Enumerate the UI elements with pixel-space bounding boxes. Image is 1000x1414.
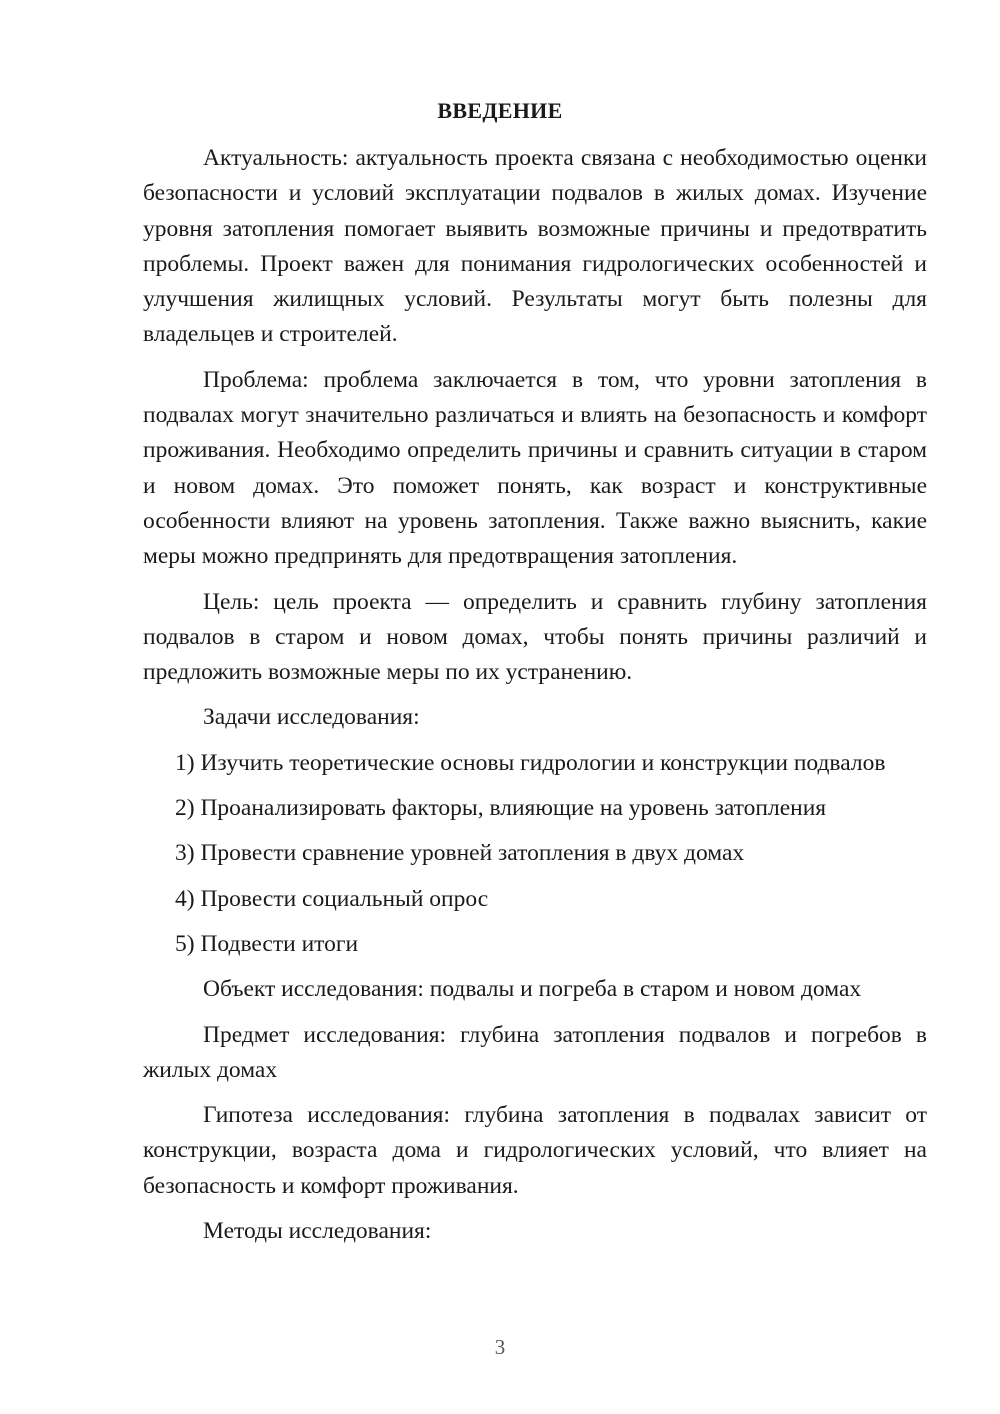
list-item: 2) Проанализировать факторы, влияющие на уровень затопления — [175, 795, 827, 822]
page-number: 3 — [494, 1335, 506, 1359]
list-item: 1) Изучить теоретические основы гидрологии и конструкции подвалов — [175, 749, 886, 776]
list-item: 5) Подвести итоги — [175, 930, 359, 957]
paragraph-object: Объект исследования: подвалы и погреба в старом и новом домах — [203, 976, 862, 1003]
paragraph-goal: Цель: цель проекта — определить и сравнить глубину затопления подвалов в старом и новом домах, чтобы понять причины различий и предложить возможные меры по их устранению. — [143, 588, 927, 686]
page-title: ВВЕДЕНИЕ — [437, 98, 563, 123]
list-item: 3) Провести сравнение уровней затопления в двух домах — [175, 840, 745, 867]
paragraph-problem: Проблема: проблема заключается в том, что уровни затопления в подвалах могут значительно различаться и влиять на безопасность и комфорт проживания. Необходимо определить причины и сравнить ситуации в старом и новом домах. Это поможет понять, как возраст и конструктивные особенности влияют на уровень затопления. Также важно выяснить, какие меры можно предпринять для предотвращения затопления. — [143, 366, 927, 570]
tasks-heading: Задачи исследования: — [203, 704, 420, 731]
paragraph-relevance: Актуальность: актуальность проекта связана с необходимостью оценки безопасности и условий эксплуатации подвалов в жилых домах. Изучение уровня затопления помогает выявить возможные причины и предотвратить проблемы. Проект важен для понимания гидрологических особенностей и улучшения жилищных условий. Результаты могут быть полезны для владельцев и строителей. — [143, 145, 927, 348]
document-body — [143, 141, 927, 1259]
tasks-list — [143, 746, 927, 962]
paragraph-hypothesis: Гипотеза исследования: глубина затопления в подвалах зависит от конструкции, возраста дома и гидрологических условий, что влияет на безопасность и комфорт проживания. — [143, 1102, 927, 1199]
list-item: 4) Провести социальный опрос — [175, 885, 489, 912]
paragraph-subject: Предмет исследования: глубина затопления подвалов и погребов в жилых домах — [143, 1021, 927, 1083]
methods-heading: Методы исследования: — [203, 1218, 432, 1245]
